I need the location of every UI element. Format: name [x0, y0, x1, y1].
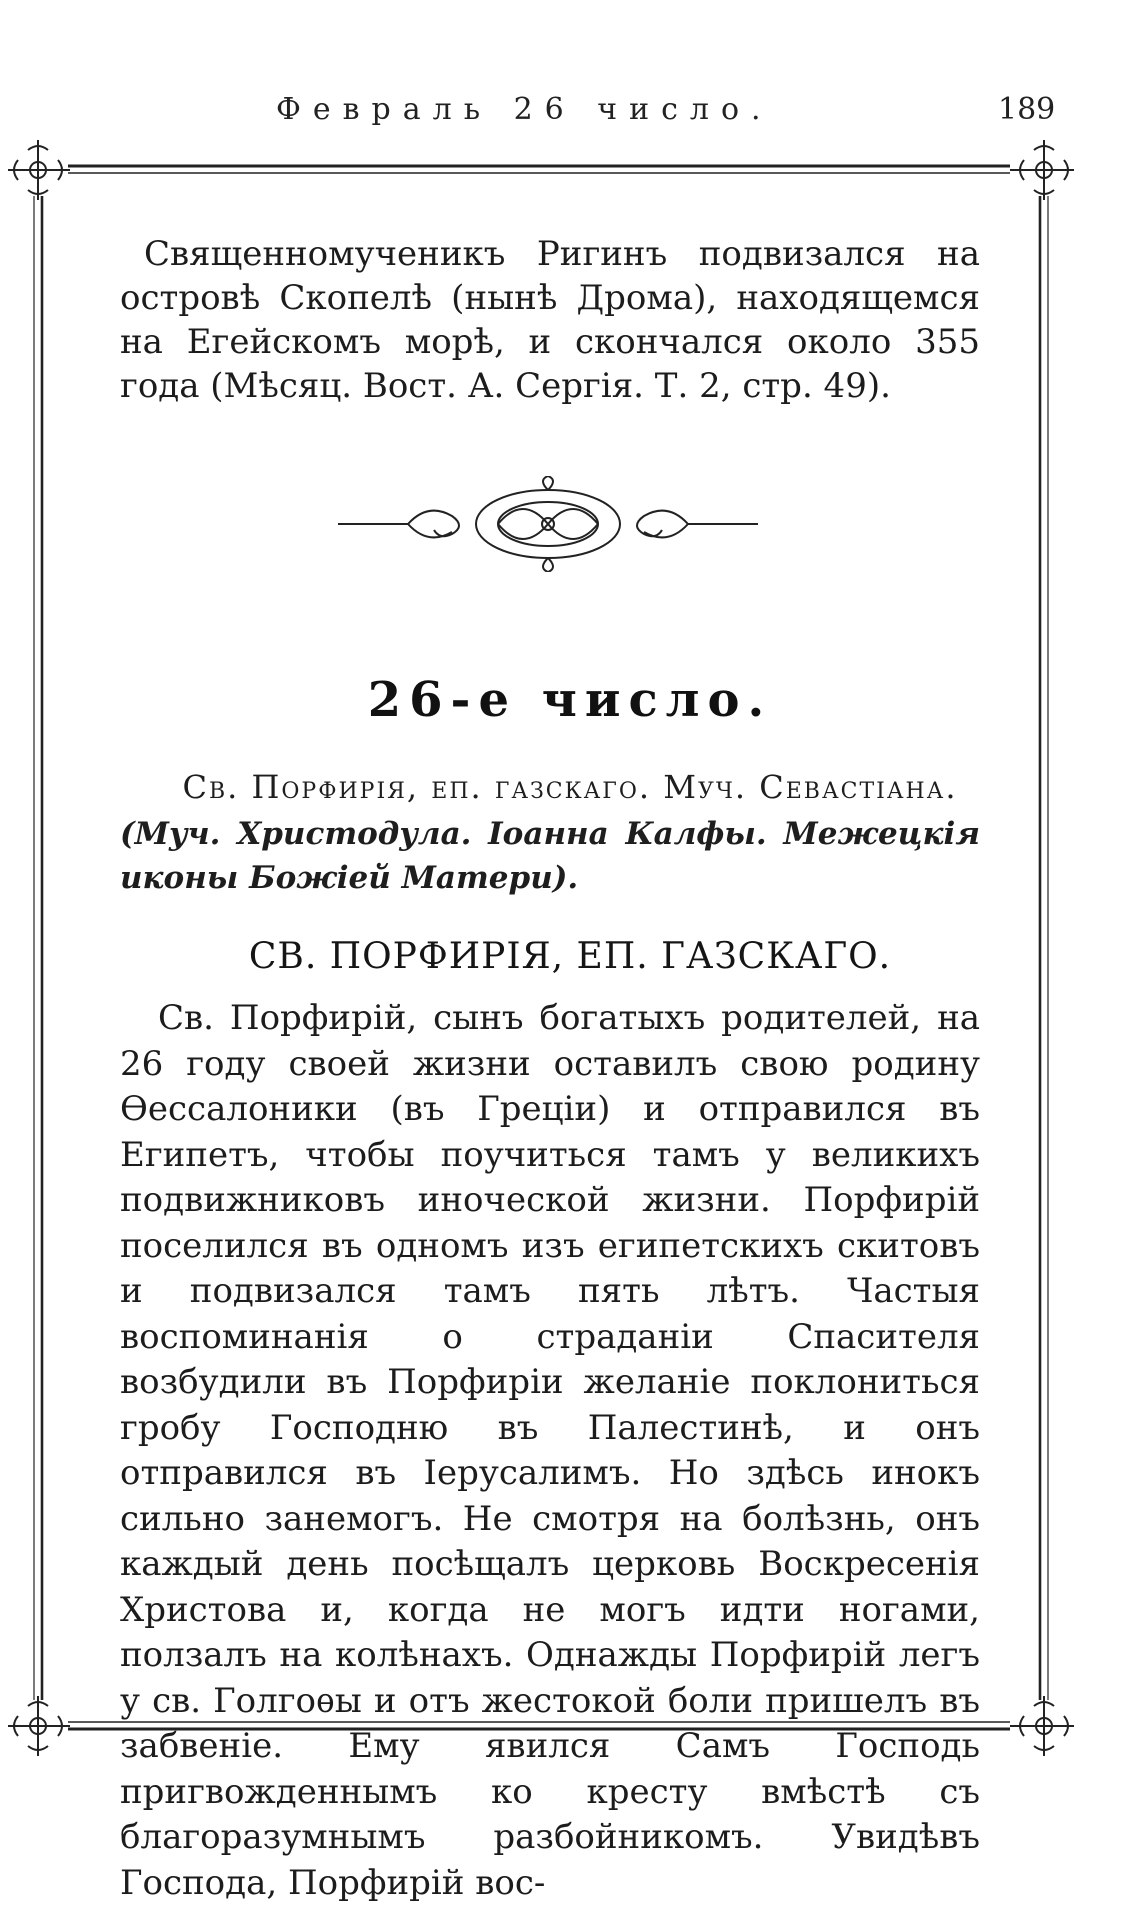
previous-entry-text: Священномученикъ Ригинъ подвизался на островѣ Скопелѣ (нынѣ Дрома), находящемся на Егейскомъ морѣ, и скончался около 355 года (Мѣсяц. Вост. А. Сергія. Т. 2, стр. 49). [120, 234, 980, 406]
article-heading: СВ. ПОРФИРІЯ, ЕП. ГАЗСКАГО. [248, 936, 892, 977]
corner-cross-top-right-icon [1010, 140, 1074, 200]
article-body [120, 996, 980, 1906]
corner-cross-bottom-left-icon [8, 1696, 70, 1756]
running-title: Февраль 26 число. [276, 92, 773, 127]
article-paragraph: Св. Порфирій, сынъ богатыхъ родителей, на 26 году своей жизни оставилъ свою родину Ѳессалоники (въ Греціи) и отправился въ Египетъ, чтобы поучиться тамъ у великихъ подвижниковъ иноческой жизни. Порфирій поселился въ одномъ изъ египетскихъ скитовъ и подвизался тамъ пять лѣтъ. Частыя воспоминанія о страданіи Спасителя возбудили въ Порфиріи желаніе поклониться гробу Господню въ Палестинѣ, и онъ отправился въ Іерусалимъ. Но здѣсь инокъ сильно занемогъ. Не смотря на болѣзнь, онъ каждый день посѣщалъ церковь Воскресенія Христова и, когда не могъ идти ногами, ползалъ на колѣнахъ. Однажды Порфирій легъ у св. Голгоѳы и отъ жестокой боли пришелъ въ забвеніе. Ему явился Самъ Господь пригвожденнымъ ко кресту вмѣстѣ съ благоразумнымъ разбойникомъ. Увидѣвъ Господа, Порфирій вос- [120, 998, 980, 1903]
saints-of-day: Св. Порфирія, еп. газскаго. Муч. Севастіана. [182, 768, 958, 806]
corner-cross-bottom-right-icon [1010, 1696, 1074, 1756]
page-number: 189 [998, 92, 1056, 127]
previous-entry [120, 232, 980, 408]
ornamental-vignette-icon [338, 476, 758, 572]
corner-cross-top-left-icon [8, 140, 70, 200]
saints-of-day-extra: (Муч. Христодула. Іоанна Калфы. Межецкія иконы Божіей Матери). [120, 816, 980, 896]
day-title: 26-е число. [367, 672, 773, 728]
